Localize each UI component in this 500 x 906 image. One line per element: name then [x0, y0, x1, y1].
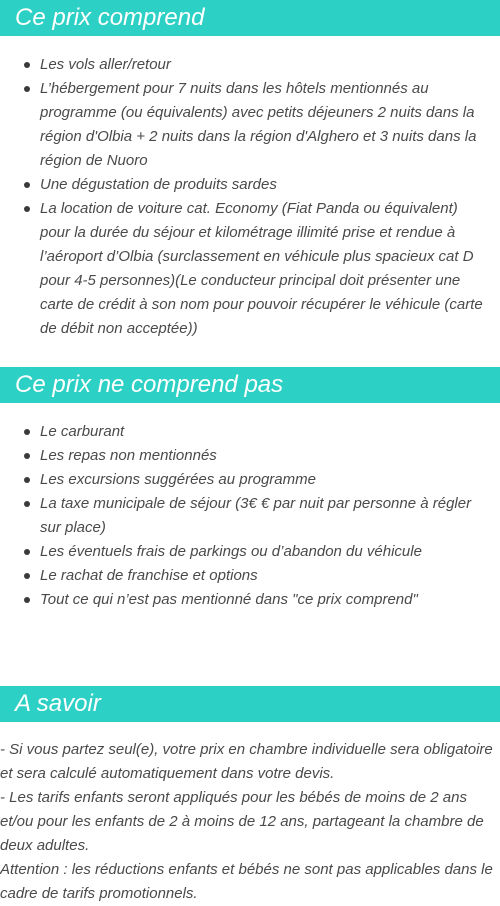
list-item-text: La location de voiture cat. Economy (Fiat Panda ou équivalent) pour la durée du séjour et kilométrage illimité prise et rendue à l’aéroport d’Olbia (surclassement en véhicule plus spacieux cat D pour 4-5 personnes)(Le conducteur principal doit présenter une carte de crédit à son nom pour pouvoir récupérer le véhicule (carte de débit non acceptée)) — [40, 200, 483, 337]
list-item — [0, 468, 500, 492]
info-paragraph: Attention : les réductions enfants et bébés ne sont pas applicables dans le cadre de tarifs promotionnels. — [0, 861, 493, 902]
bullet-icon — [24, 597, 30, 603]
good-to-know-text — [0, 738, 500, 906]
list-item-text: L’hébergement pour 7 nuits dans les hôtels mentionnés au programme (ou équivalents) avec petits déjeuners 2 nuits dans la région d'Olbia + 2 nuits dans la région d'Alghero et 3 nuits dans la région de Nuoro — [40, 80, 477, 169]
bullet-icon — [24, 501, 30, 507]
good-to-know-section-header: A savoir — [0, 686, 500, 722]
list-item-text: Une dégustation de produits sardes — [40, 176, 277, 193]
list-item-text: Tout ce qui n’est pas mentionné dans "ce prix comprend" — [40, 591, 418, 608]
list-item-text: Le carburant — [40, 423, 125, 440]
list-item-text: Les vols aller/retour — [40, 56, 171, 73]
bullet-icon — [24, 62, 30, 68]
bullet-icon — [24, 86, 30, 92]
included-list — [0, 53, 500, 341]
list-item-text: Les éventuels frais de parkings ou d’abandon du véhicule — [40, 543, 422, 560]
bullet-icon — [24, 453, 30, 459]
list-item — [0, 588, 500, 612]
list-item — [0, 492, 500, 540]
list-item — [0, 564, 500, 588]
list-item — [0, 420, 500, 444]
list-item — [0, 53, 500, 77]
excluded-section-header: Ce prix ne comprend pas — [0, 367, 500, 403]
list-item — [0, 444, 500, 468]
bullet-icon — [24, 549, 30, 555]
list-item — [0, 197, 500, 341]
bullet-icon — [24, 477, 30, 483]
list-item-text: La taxe municipale de séjour (3€ € par nuit par personne à régler sur place) — [40, 495, 472, 536]
list-item-text: Le rachat de franchise et options — [40, 567, 258, 584]
bullet-icon — [24, 206, 30, 212]
list-item-text: Les excursions suggérées au programme — [40, 471, 316, 488]
excluded-list — [0, 420, 500, 612]
list-item — [0, 77, 500, 173]
info-paragraph: - Si vous partez seul(e), votre prix en chambre individuelle sera obligatoire et sera calculé automatiquement dans votre devis. — [0, 741, 493, 782]
list-item-text: Les repas non mentionnés — [40, 447, 217, 464]
included-section-header: Ce prix comprend — [0, 0, 500, 36]
bullet-icon — [24, 573, 30, 579]
list-item — [0, 540, 500, 564]
list-item — [0, 173, 500, 197]
info-paragraph: - Les tarifs enfants seront appliqués pour les bébés de moins de 2 ans et/ou pour les enfants de 2 à moins de 12 ans, partageant la chambre de deux adultes. — [0, 789, 484, 854]
bullet-icon — [24, 182, 30, 188]
bullet-icon — [24, 429, 30, 435]
